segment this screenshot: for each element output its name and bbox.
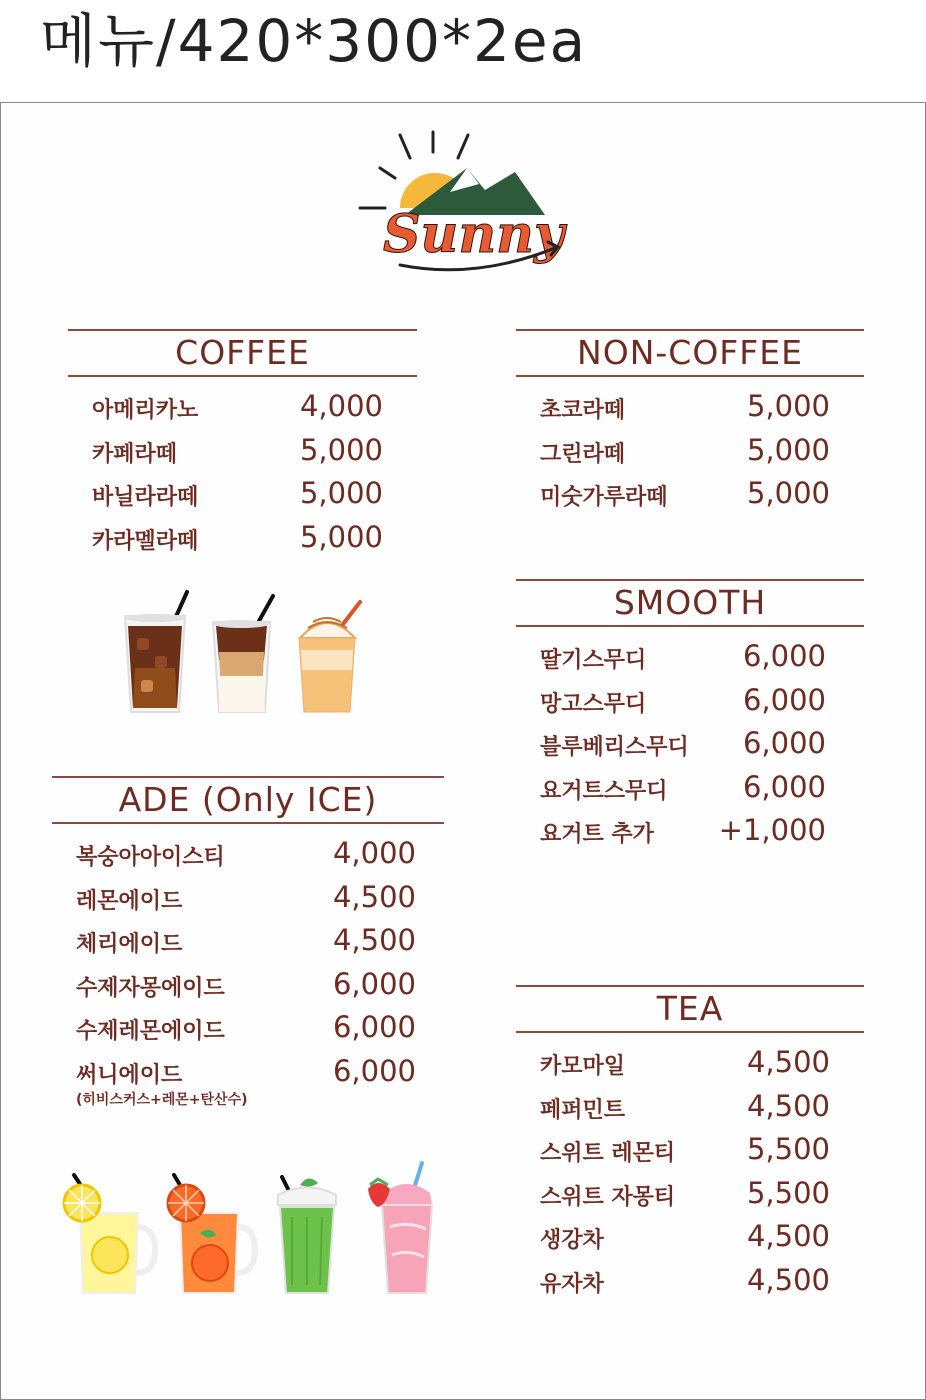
smooth-section bbox=[516, 579, 864, 857]
coffee-section bbox=[68, 329, 417, 563]
item-name: 수제자몽에이드 bbox=[76, 975, 225, 1001]
non-coffee-title: NON-COFFEE bbox=[516, 329, 864, 377]
item-name: 카라멜라떼 bbox=[92, 528, 199, 554]
menu-item bbox=[516, 433, 864, 477]
item-price: 4,500 bbox=[746, 1045, 830, 1079]
item-name: 스위트 레몬티 bbox=[540, 1141, 676, 1166]
menu-item bbox=[516, 1263, 864, 1307]
item-price: 6,000 bbox=[742, 682, 826, 717]
item-name: 카모마일 bbox=[540, 1054, 626, 1079]
item-name: 스위트 자몽티 bbox=[540, 1184, 676, 1210]
item-name: 망고스무디 bbox=[540, 691, 647, 717]
tea-title: TEA bbox=[516, 985, 864, 1033]
item-name: 블루베리스무디 bbox=[540, 735, 689, 760]
menu-item bbox=[516, 1132, 864, 1176]
coffee-title: COFFEE bbox=[68, 329, 417, 377]
item-price: 6,000 bbox=[332, 1053, 416, 1088]
item-name: 카페라떼 bbox=[92, 441, 178, 467]
item-price: 4,500 bbox=[746, 1088, 830, 1123]
menu-item bbox=[68, 433, 417, 477]
item-name: 수제레몬에이드 bbox=[76, 1019, 225, 1044]
menu-item bbox=[516, 726, 864, 770]
sunny-ade-note: (히비스커스+레몬+탄산수) bbox=[76, 1092, 248, 1108]
item-price: 4,000 bbox=[332, 836, 416, 870]
sunny-logo bbox=[355, 130, 570, 280]
menu-item bbox=[516, 1219, 864, 1263]
smooth-title: SMOOTH bbox=[516, 579, 864, 627]
menu-item bbox=[52, 836, 444, 880]
item-price: 5,000 bbox=[299, 476, 383, 510]
item-name: 체리에이드 bbox=[76, 932, 183, 957]
menu-item bbox=[68, 520, 417, 564]
item-price: 5,000 bbox=[299, 519, 383, 554]
strawberry-smoothie-icon bbox=[368, 1163, 432, 1293]
item-name: 초코라떼 bbox=[540, 398, 626, 423]
item-price: +1,000 bbox=[718, 813, 826, 847]
item-name: 유자차 bbox=[540, 1271, 604, 1297]
item-name: 생강차 bbox=[540, 1228, 604, 1253]
item-price: 6,000 bbox=[332, 966, 416, 1001]
non-coffee-section bbox=[516, 329, 864, 520]
menu-item bbox=[516, 813, 864, 857]
item-price: 6,000 bbox=[332, 1010, 416, 1044]
menu-item bbox=[52, 923, 444, 967]
page-header-title: 메뉴/420*300*2ea bbox=[40, 7, 588, 75]
item-price: 5,000 bbox=[746, 389, 830, 423]
iced-latte-icon bbox=[213, 596, 273, 712]
item-name: 아메리카노 bbox=[92, 398, 199, 423]
ade-title: ADE (Only ICE) bbox=[52, 776, 444, 824]
item-name: 그린라떼 bbox=[540, 441, 626, 467]
item-price: 6,000 bbox=[742, 726, 826, 760]
item-name: 써니에이드 bbox=[76, 1062, 183, 1088]
grapefruit-ade-icon bbox=[168, 1175, 255, 1293]
menu-item bbox=[52, 1010, 444, 1054]
lemonade-icon bbox=[64, 1175, 155, 1293]
item-price: 5,500 bbox=[746, 1175, 830, 1210]
menu-item bbox=[516, 476, 864, 520]
item-name: 바닐라라떼 bbox=[92, 485, 199, 510]
item-price: 5,000 bbox=[746, 432, 830, 467]
coffee-drinks-illustration bbox=[115, 588, 370, 720]
ade-drinks-illustration bbox=[60, 1155, 445, 1300]
menu-item bbox=[516, 770, 864, 814]
item-price: 4,500 bbox=[332, 879, 416, 914]
item-price: 4,500 bbox=[332, 923, 416, 957]
item-name: 복숭아아이스티 bbox=[76, 845, 225, 870]
menu-item bbox=[516, 1176, 864, 1220]
item-price: 6,000 bbox=[742, 769, 826, 804]
menu-item bbox=[52, 967, 444, 1011]
menu-item bbox=[52, 880, 444, 924]
iced-americano-icon bbox=[125, 592, 187, 712]
logo-text: Sunny bbox=[383, 204, 565, 265]
menu-item bbox=[68, 389, 417, 433]
green-tea-smoothie-icon bbox=[278, 1177, 336, 1293]
menu-item bbox=[516, 683, 864, 727]
item-price: 4,500 bbox=[746, 1262, 830, 1297]
menu-item bbox=[516, 1089, 864, 1133]
menu-item bbox=[516, 639, 864, 683]
item-name: 페퍼민트 bbox=[540, 1097, 626, 1123]
item-price: 4,000 bbox=[299, 389, 383, 423]
item-price: 5,000 bbox=[299, 432, 383, 467]
item-price: 5,500 bbox=[746, 1132, 830, 1166]
ade-section bbox=[52, 776, 444, 1117]
item-name: 미숫가루라떼 bbox=[540, 485, 668, 510]
item-price: 6,000 bbox=[742, 639, 826, 673]
tea-section bbox=[516, 985, 864, 1306]
item-name: 요거트 추가 bbox=[540, 822, 654, 847]
item-price: 5,000 bbox=[746, 476, 830, 510]
item-name: 딸기스무디 bbox=[540, 648, 647, 673]
caramel-latte-icon bbox=[299, 602, 360, 712]
item-name: 레몬에이드 bbox=[76, 888, 183, 914]
menu-item bbox=[68, 476, 417, 520]
menu-item bbox=[516, 389, 864, 433]
menu-item bbox=[516, 1045, 864, 1089]
item-name: 요거트스무디 bbox=[540, 778, 668, 804]
item-price: 4,500 bbox=[746, 1219, 830, 1253]
